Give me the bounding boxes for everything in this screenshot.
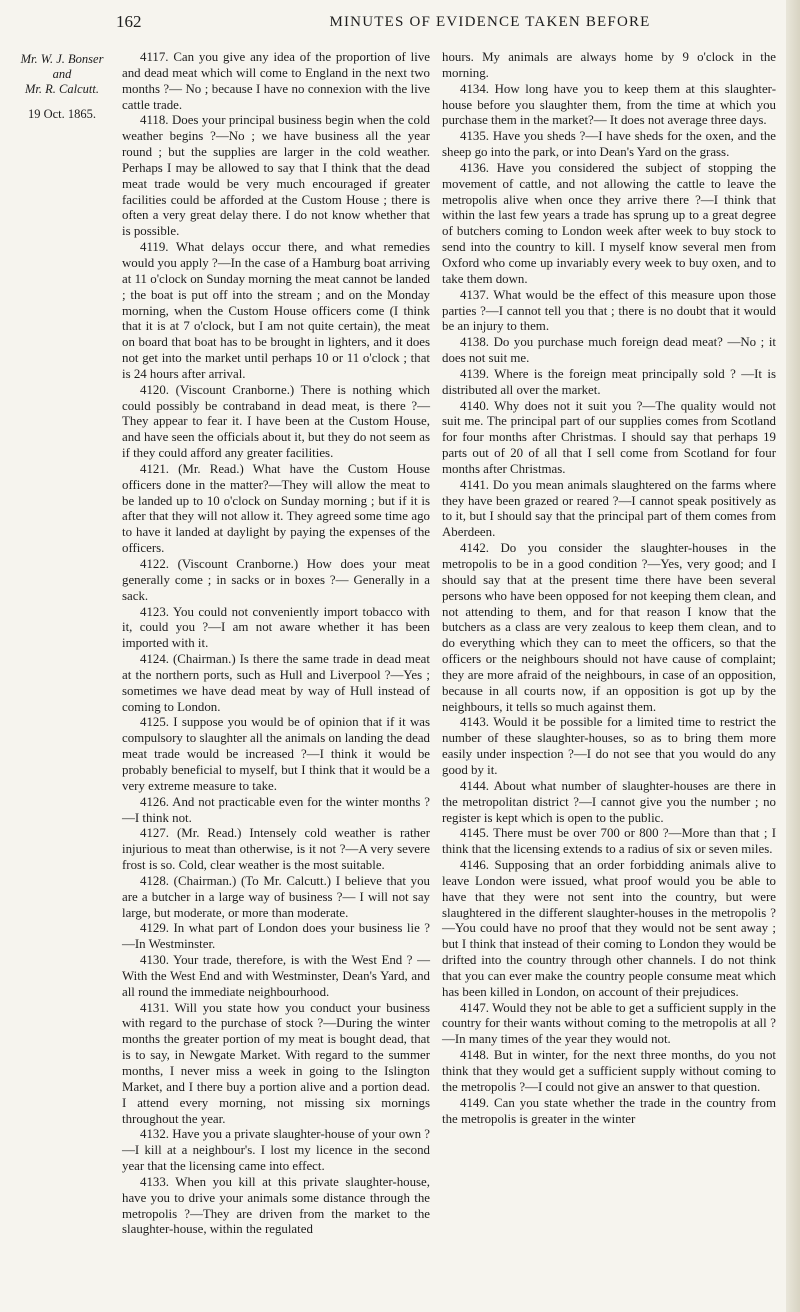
question-paragraph: 4148. But in winter, for the next three months, do you not think that they would get a sufficient supply without coming to the metropolis ?—I could not give an answer to that question. <box>442 1048 776 1094</box>
question-paragraph: 4126. And not practicable even for the winter months ?—I think not. <box>122 794 430 825</box>
question-paragraph: 4147. Would they not be able to get a sufficient supply in the country for their wants without coming to the metropolis at all ?—In many times of the year they would not. <box>442 1000 776 1047</box>
question-paragraph: 4145. There must be over 700 or 800 ?—More than that ; I think that the licensing extends to a radius of six or seven miles. <box>442 826 776 857</box>
question-paragraph: 4121. (Mr. Read.) What have the Custom House officers done in the matter?—They will allow the meat to be landed up to 10 o'clock on Sunday morning ; but if it is after that they will not allow it. They agreed some time ago to have it landed at daylight by paying the expenses of the officers. <box>122 461 430 556</box>
question-paragraph: 4133. When you kill at this private slaughter-house, have you to drive your animals some distance through the metropolis ?—They are driven from the market to the slaughter-house, within the regulated <box>122 1174 430 1237</box>
question-paragraph: 4139. Where is the foreign meat principally sold ? —It is distributed all over the market. <box>442 366 776 397</box>
question-paragraph: 4119. What delays occur there, and what remedies would you apply ?—In the case of a Hamburg boat arriving at 11 o'clock on Sunday morning the meat cannot be landed ; the boat is put off into the stream ; and on the Monday morning, when the Custom House officers come (I think that it is at 7 o'clock, but I am not quite certain), the meat on board that boat has to be brought in lighters, and it does not get into the market until perhaps 10 or 11 o'clock ; that is 24 hours after arrival. <box>122 240 430 381</box>
question-paragraph: 4130. Your trade, therefore, is with the West End ? —With the West End and with Westminster, Dean's Yard, and all round the immediate neighbourhood. <box>122 953 430 999</box>
margin-witness-1: Mr. W. J. Bonser <box>20 52 104 66</box>
question-paragraph: 4149. Can you state whether the trade in the country from the metropolis is greater in the winter <box>442 1095 776 1126</box>
question-paragraph: 4143. Would it be possible for a limited time to restrict the number of these slaughter-houses, so as to bring them more easily under inspection ?—I do not see that you would do any good by it. <box>442 715 776 777</box>
right-column <box>442 50 776 1127</box>
page-header <box>0 12 800 38</box>
question-paragraph: 4132. Have you a private slaughter-house of your own ?—I kill at a neighbour's. I lost my licence in the second year that the licensing came into effect. <box>122 1127 430 1174</box>
question-paragraph: 4140. Why does not it suit you ?—The quality would not suit me. The principal part of our supplies comes from Scotland for four months after Christmas. I should say that perhaps 19 parts out of 20 of all that I sell come from Scotland for four months after Christmas. <box>442 398 776 476</box>
continued-paragraph: hours. My animals are always home by 9 o'clock in the morning. <box>442 50 776 80</box>
margin-date: 19 Oct. 1865. <box>27 107 97 121</box>
question-paragraph: 4131. Will you state how you conduct your business with regard to the purchase of stock ?—During the winter months the greater portion of my meat is bought dead, that is to say, in Newgate Market. With regard to the summer months, I never miss a week in going to the Islington Market, and I there buy a portion alive and a portion dead. I attend every morning, not missing six mornings throughout the year. <box>122 1000 430 1126</box>
question-paragraph: 4117. Can you give any idea of the proportion of live and dead meat which will come to England in the next two months ?— No ; because I have no connexion with the live cattle trade. <box>122 50 430 112</box>
question-paragraph: 4118. Does your principal business begin when the cold weather begins ?—No ; we have business all the year round ; but the supplies are larger in the cold weather. Perhaps I may be allowed to say that I think that the dead meat trade would be very much encouraged if greater facilities could be afforded at the Custom House ; there is often a very great delay there. I do not know whether that is possible. <box>122 113 430 239</box>
margin-note <box>12 52 112 122</box>
question-paragraph: 4125. I suppose you would be of opinion that if it was compulsory to slaughter all the animals on landing the dead meat trade would be increased ?—I think it would be probably beneficial to myself, but I think that it would be a very extreme measure to take. <box>122 715 430 793</box>
margin-and: and <box>52 67 72 81</box>
question-paragraph: 4146. Supposing that an order forbidding animals alive to leave London were issued, what proof would you be able to have that they were not sent into the country, but were slaughtered in the different slaughter-houses in the metropolis ?—You could have no proof that they would not be sent away ; but I think that instead of their coming to London they would be drifted into the country through other channels. I do not think that you can ever make the country people consume meat which has been killed in London, on account of their prejudices. <box>442 858 776 999</box>
margin-witness-2: Mr. R. Calcutt. <box>25 82 99 96</box>
question-paragraph: 4141. Do you mean animals slaughtered on the farms where they have been grazed or reared ?—I cannot speak positively as to it, but I should say that the principal part of them comes from Aberdeen. <box>442 477 776 540</box>
question-paragraph: 4127. (Mr. Read.) Intensely cold weather is rather injurious to meat than otherwise, is it not ?—A very severe frost is so. Cold, clear weather is the most suitable. <box>122 826 430 873</box>
question-paragraph: 4137. What would be the effect of this measure upon those parties ?—I cannot tell you that ; there is no doubt that it would be an injury to them. <box>442 287 776 334</box>
running-head: MINUTES OF EVIDENCE TAKEN BEFORE <box>329 14 651 30</box>
question-paragraph: 4128. (Chairman.) (To Mr. Calcutt.) I believe that you are a butcher in a large way of business ?— I will not say large, but moderate, or more than moderate. <box>122 873 430 920</box>
question-paragraph: 4123. You could not conveniently import tobacco with it, could you ?—I am not aware whether it has been imported with it. <box>122 604 430 651</box>
question-paragraph: 4135. Have you sheds ?—I have sheds for the oxen, and the sheep go into the park, or into Dean's Yard on the grass. <box>442 129 776 160</box>
question-paragraph: 4144. About what number of slaughter-houses are there in the metropolitan district ?—I cannot give you the number ; no register is kept which is open to the public. <box>442 778 776 825</box>
question-paragraph: 4136. Have you considered the subject of stopping the movement of cattle, and not allowing the cattle to leave the metropolis alive when once they arrive there ?—I think that within the last few years a trade has sprung up to a great degree of butchers coming to London week after week to buy stock to send into the country to kill. I myself know several men from Oxford who come up invariably every week to buy oxen, and to take them down. <box>442 160 776 286</box>
left-column <box>122 50 430 1238</box>
question-paragraph: 4124. (Chairman.) Is there the same trade in dead meat at the northern ports, such as Hull and Liverpool ?—Yes ; sometimes we have dead meat by way of Hull instead of coming to London. <box>122 652 430 714</box>
question-paragraph: 4120. (Viscount Cranborne.) There is nothing which could possibly be contraband in dead meat, is there ?—They appear to fear it. I have been at the Custom House, and have seen the officials about it, but they do not seem as if they could afford any greater facilities. <box>122 382 430 461</box>
question-paragraph: 4134. How long have you to keep them at this slaughter-house before you slaughter them, from the time at which you purchase them in the market?— It does not average three days. <box>442 81 776 128</box>
question-paragraph: 4129. In what part of London does your business lie ?—In Westminster. <box>122 921 430 952</box>
question-paragraph: 4138. Do you purchase much foreign dead meat? —No ; it does not suit me. <box>442 335 776 366</box>
question-paragraph: 4142. Do you consider the slaughter-houses in the metropolis to be in a good condition ?—Yes, very good; and I should say that at the present time there have been several persons who have been opposed for not keeping them clean, and not attending to them, and for that reason I know that the butchers as a class are very zealous to keep them clean, and to do everything which they can to meet the officers, so that the officers or the neighbours should not have cause of complaint; they are more afraid of the neighbours, in case of an opposition, because in all courts now, if an opposition is got up by the neighbours, it tells so much against them. <box>442 541 776 714</box>
page-number: 162 <box>116 12 142 31</box>
question-paragraph: 4122. (Viscount Cranborne.) How does your meat generally come ; in sacks or in boxes ?— Generally in a sack. <box>122 557 430 603</box>
book-spine-edge <box>786 0 800 1312</box>
